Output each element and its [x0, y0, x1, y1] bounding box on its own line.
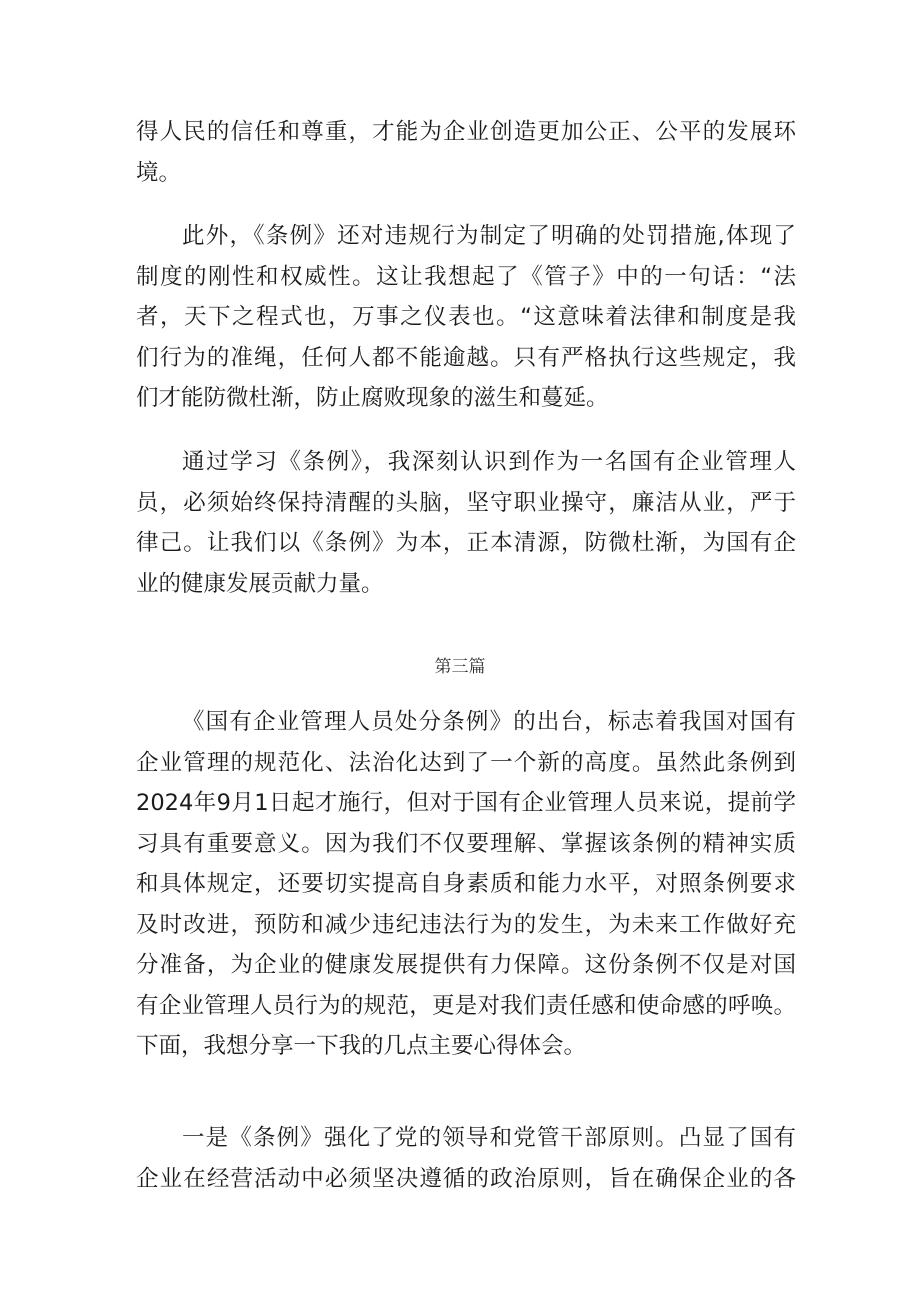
- text-line: 们才能防微杜渐，防止腐败现象的滋生和蔓延。: [136, 385, 609, 411]
- text-line: 2024年9月1日起才施行，但对于国有企业管理人员来说，提前学: [136, 790, 796, 816]
- text-line: 习具有重要意义。因为我们不仅要理解、掌握该条例的精神实质: [136, 830, 796, 857]
- text-line: 律己。让我们以《条例》为本，正本清源，防微杜渐，为国有企: [136, 530, 796, 556]
- text-line: 境。: [136, 159, 182, 186]
- text-line: 企业管理的规范化、法治化达到了一个新的高度。虽然此条例到: [136, 749, 796, 776]
- text-line: 制度的刚性和权威性。这让我想起了《管子》中的一句话：“法: [136, 263, 796, 290]
- paragraph-1: [136, 112, 796, 193]
- paragraph-5: [136, 1118, 796, 1199]
- section-heading: 第三篇: [434, 657, 486, 677]
- text-line: 员，必须始终保持清醒的头脑，坚守职业操守，廉洁从业，严于: [136, 489, 796, 516]
- text-line: 和具体规定，还要切实提高自身素质和能力水平，对照条例要求: [136, 871, 796, 897]
- text-line: 此外，《条例》还对违规行为制定了明确的处罚措施,体现了: [182, 223, 796, 249]
- text-line: 业的健康发展贡献力量。: [136, 570, 384, 597]
- paragraph-2: [136, 216, 796, 419]
- paragraph-4: [136, 702, 796, 1067]
- text-line: 者，天下之程式也，万事之仪表也。“这意味着法律和制度是我: [136, 304, 796, 330]
- text-line: 《国有企业管理人员处分条例》的出台，标志着我国对国有: [182, 709, 796, 735]
- text-line: 得人民的信任和尊重，才能为企业创造更加公正、公平的发展环: [136, 119, 796, 145]
- paragraph-3: [136, 442, 796, 604]
- text-line: 企业在经营活动中必须坚决遵循的政治原则，旨在确保企业的各: [136, 1165, 796, 1192]
- text-line: 们行为的准绳，任何人都不能逾越。只有严格执行这些规定，我: [136, 344, 796, 371]
- text-line: 有企业管理人员行为的规范，更是对我们责任感和使命感的呼唤。: [136, 992, 796, 1019]
- text-line: 一是《条例》强化了党的领导和党管干部原则。凸显了国有: [182, 1125, 796, 1151]
- text-line: 分准备，为企业的健康发展提供有力保障。这份条例不仅是对国: [136, 952, 796, 978]
- text-line: 通过学习《条例》，我深刻认识到作为一名国有企业管理人: [182, 449, 796, 475]
- text-line: 及时改进，预防和减少违纪违法行为的发生，为未来工作做好充: [136, 911, 796, 938]
- text-line: 下面，我想分享一下我的几点主要心得体会。: [136, 1033, 587, 1059]
